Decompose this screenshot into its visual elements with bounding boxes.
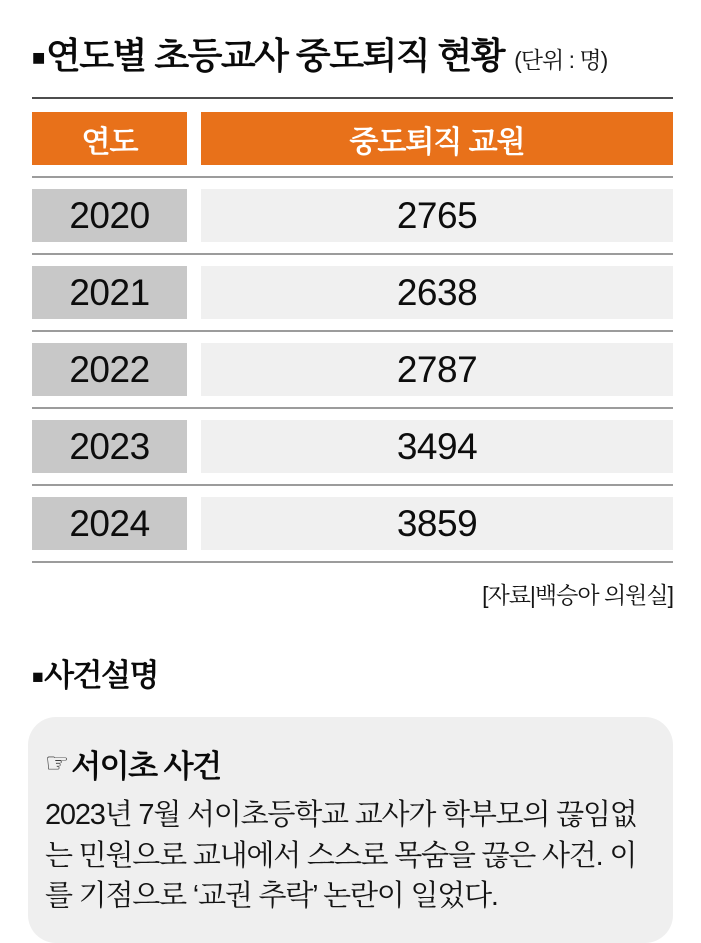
top-divider	[32, 97, 673, 99]
incident-description: 2023년 7월 서이초등학교 교사가 학부모의 끊임없는 민원으로 교내에서 스스로 목숨을 끊은 사건. 이를 기점으로 ‘교권 추락’ 논란이 일었다.	[45, 799, 637, 913]
year-cell: 2023	[32, 420, 187, 473]
row-divider	[32, 330, 673, 332]
year-cell: 2022	[32, 343, 187, 396]
incident-card	[28, 717, 673, 943]
row-divider	[32, 484, 673, 486]
year-cell: 2021	[32, 266, 187, 319]
year-cell: 2020	[32, 189, 187, 242]
chart-title-row	[32, 28, 673, 79]
header-cell-year: 연도	[32, 112, 187, 165]
row-divider	[32, 407, 673, 409]
square-bullet-icon: ■	[32, 45, 44, 70]
section-title-text: 사건설명	[44, 658, 158, 693]
value-cell: 2787	[201, 343, 673, 396]
value-cell: 3859	[201, 497, 673, 550]
value-cell: 2638	[201, 266, 673, 319]
header-cell-resigned-teachers: 중도퇴직 교원	[201, 112, 673, 165]
table-row	[32, 189, 673, 242]
value-cell: 2765	[201, 189, 673, 242]
unit-label: (단위 : 명)	[514, 47, 608, 73]
incident-name: 서이초 사건	[71, 749, 221, 784]
row-divider	[32, 176, 673, 178]
square-bullet-icon: ■	[32, 667, 43, 688]
table-row	[32, 420, 673, 473]
row-divider	[32, 561, 673, 563]
pointing-hand-icon: ☞	[45, 748, 70, 778]
row-divider	[32, 253, 673, 255]
table-row	[32, 266, 673, 319]
data-source: [자료|백승아 의원실]	[482, 582, 673, 608]
section-title	[32, 650, 673, 695]
table-header-row	[32, 112, 673, 165]
page-title-text: 연도별 초등교사 중도퇴직 현황	[45, 35, 505, 76]
year-cell: 2024	[32, 497, 187, 550]
page-title	[32, 28, 504, 79]
table-row	[32, 497, 673, 550]
incident-card-heading	[45, 741, 649, 786]
value-cell: 3494	[201, 420, 673, 473]
table-row	[32, 343, 673, 396]
